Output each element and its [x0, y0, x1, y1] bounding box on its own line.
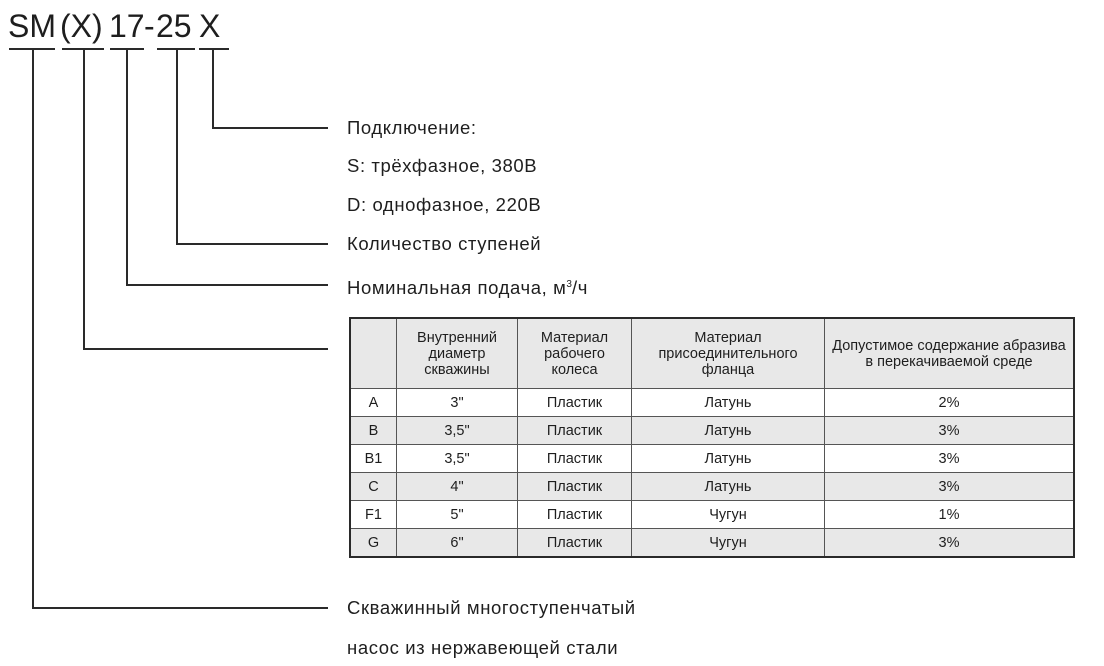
label-stages: Количество ступеней	[347, 233, 542, 254]
cell-abrasive: 1%	[825, 501, 1075, 529]
connector-variant-vertical	[83, 48, 85, 350]
cell-abrasive: 2%	[825, 389, 1075, 417]
header-impeller-material: Материал рабочего колеса	[518, 318, 632, 389]
cell-flange: Латунь	[632, 445, 825, 473]
cell-abrasive: 3%	[825, 529, 1075, 558]
cell-impeller: Пластик	[518, 529, 632, 558]
cell-diameter: 3"	[397, 389, 518, 417]
cell-diameter: 5"	[397, 501, 518, 529]
header-code	[350, 318, 397, 389]
header-abrasive-content: Допустимое содержание абразива в перекачиваемой среде	[825, 318, 1075, 389]
cell-flange: Чугун	[632, 529, 825, 558]
code-variant: (X)	[60, 8, 103, 44]
label-connection-title: Подключение:	[347, 117, 477, 138]
connector-stages-vertical	[176, 48, 178, 244]
label-flow-suffix: /ч	[571, 277, 588, 298]
label-flow-prefix: Номинальная подача, м	[347, 277, 567, 298]
table-row	[350, 445, 1074, 473]
label-connection-d: D: однофазное, 220В	[347, 194, 542, 215]
cell-diameter: 4"	[397, 473, 518, 501]
code-connection: X	[199, 8, 221, 44]
cell-diameter: 3,5"	[397, 417, 518, 445]
label-connection-s: S: трёхфазное, 380В	[347, 155, 538, 176]
code-dash: -	[144, 8, 155, 44]
label-series-line1: Скважинный многоступенчатый	[347, 597, 636, 618]
code-stages: 25	[156, 8, 192, 44]
cell-flange: Латунь	[632, 473, 825, 501]
cell-flange: Латунь	[632, 389, 825, 417]
code-flow: 17	[109, 8, 145, 44]
connector-variant-horizontal	[83, 348, 328, 350]
label-flow	[347, 274, 588, 299]
cell-diameter: 3,5"	[397, 445, 518, 473]
connector-connection-vertical	[212, 48, 214, 129]
cell-diameter: 6"	[397, 529, 518, 558]
table-row	[350, 417, 1074, 445]
cell-impeller: Пластик	[518, 445, 632, 473]
code-series: SM	[8, 8, 56, 44]
connector-stages-horizontal	[176, 243, 328, 245]
connector-series-horizontal	[32, 607, 328, 609]
table-row	[350, 389, 1074, 417]
header-well-diameter: Внутренний диаметр скважины	[397, 318, 518, 389]
cell-abrasive: 3%	[825, 445, 1075, 473]
cell-impeller: Пластик	[518, 501, 632, 529]
cell-flange: Чугун	[632, 501, 825, 529]
label-series-line2: насос из нержавеющей стали	[347, 637, 619, 658]
connector-series-vertical	[32, 48, 34, 609]
table-row	[350, 473, 1074, 501]
connector-connection-horizontal	[212, 127, 328, 129]
cell-code: B	[350, 417, 397, 445]
cell-abrasive: 3%	[825, 473, 1075, 501]
cell-impeller: Пластик	[518, 417, 632, 445]
table-row	[350, 501, 1074, 529]
cell-code: B1	[350, 445, 397, 473]
cell-code: G	[350, 529, 397, 558]
variant-spec-table	[349, 317, 1075, 558]
cell-abrasive: 3%	[825, 417, 1075, 445]
connector-flow-vertical	[126, 48, 128, 286]
connector-flow-horizontal	[126, 284, 328, 286]
cell-code: F1	[350, 501, 397, 529]
cell-impeller: Пластик	[518, 389, 632, 417]
table-row	[350, 529, 1074, 558]
table-header-row	[350, 318, 1074, 389]
underline-connection	[199, 48, 229, 50]
cell-code: C	[350, 473, 397, 501]
header-flange-material: Материал присоединительного фланца	[632, 318, 825, 389]
cell-code: A	[350, 389, 397, 417]
label-flow-sup: 3	[566, 279, 572, 290]
cell-impeller: Пластик	[518, 473, 632, 501]
cell-flange: Латунь	[632, 417, 825, 445]
